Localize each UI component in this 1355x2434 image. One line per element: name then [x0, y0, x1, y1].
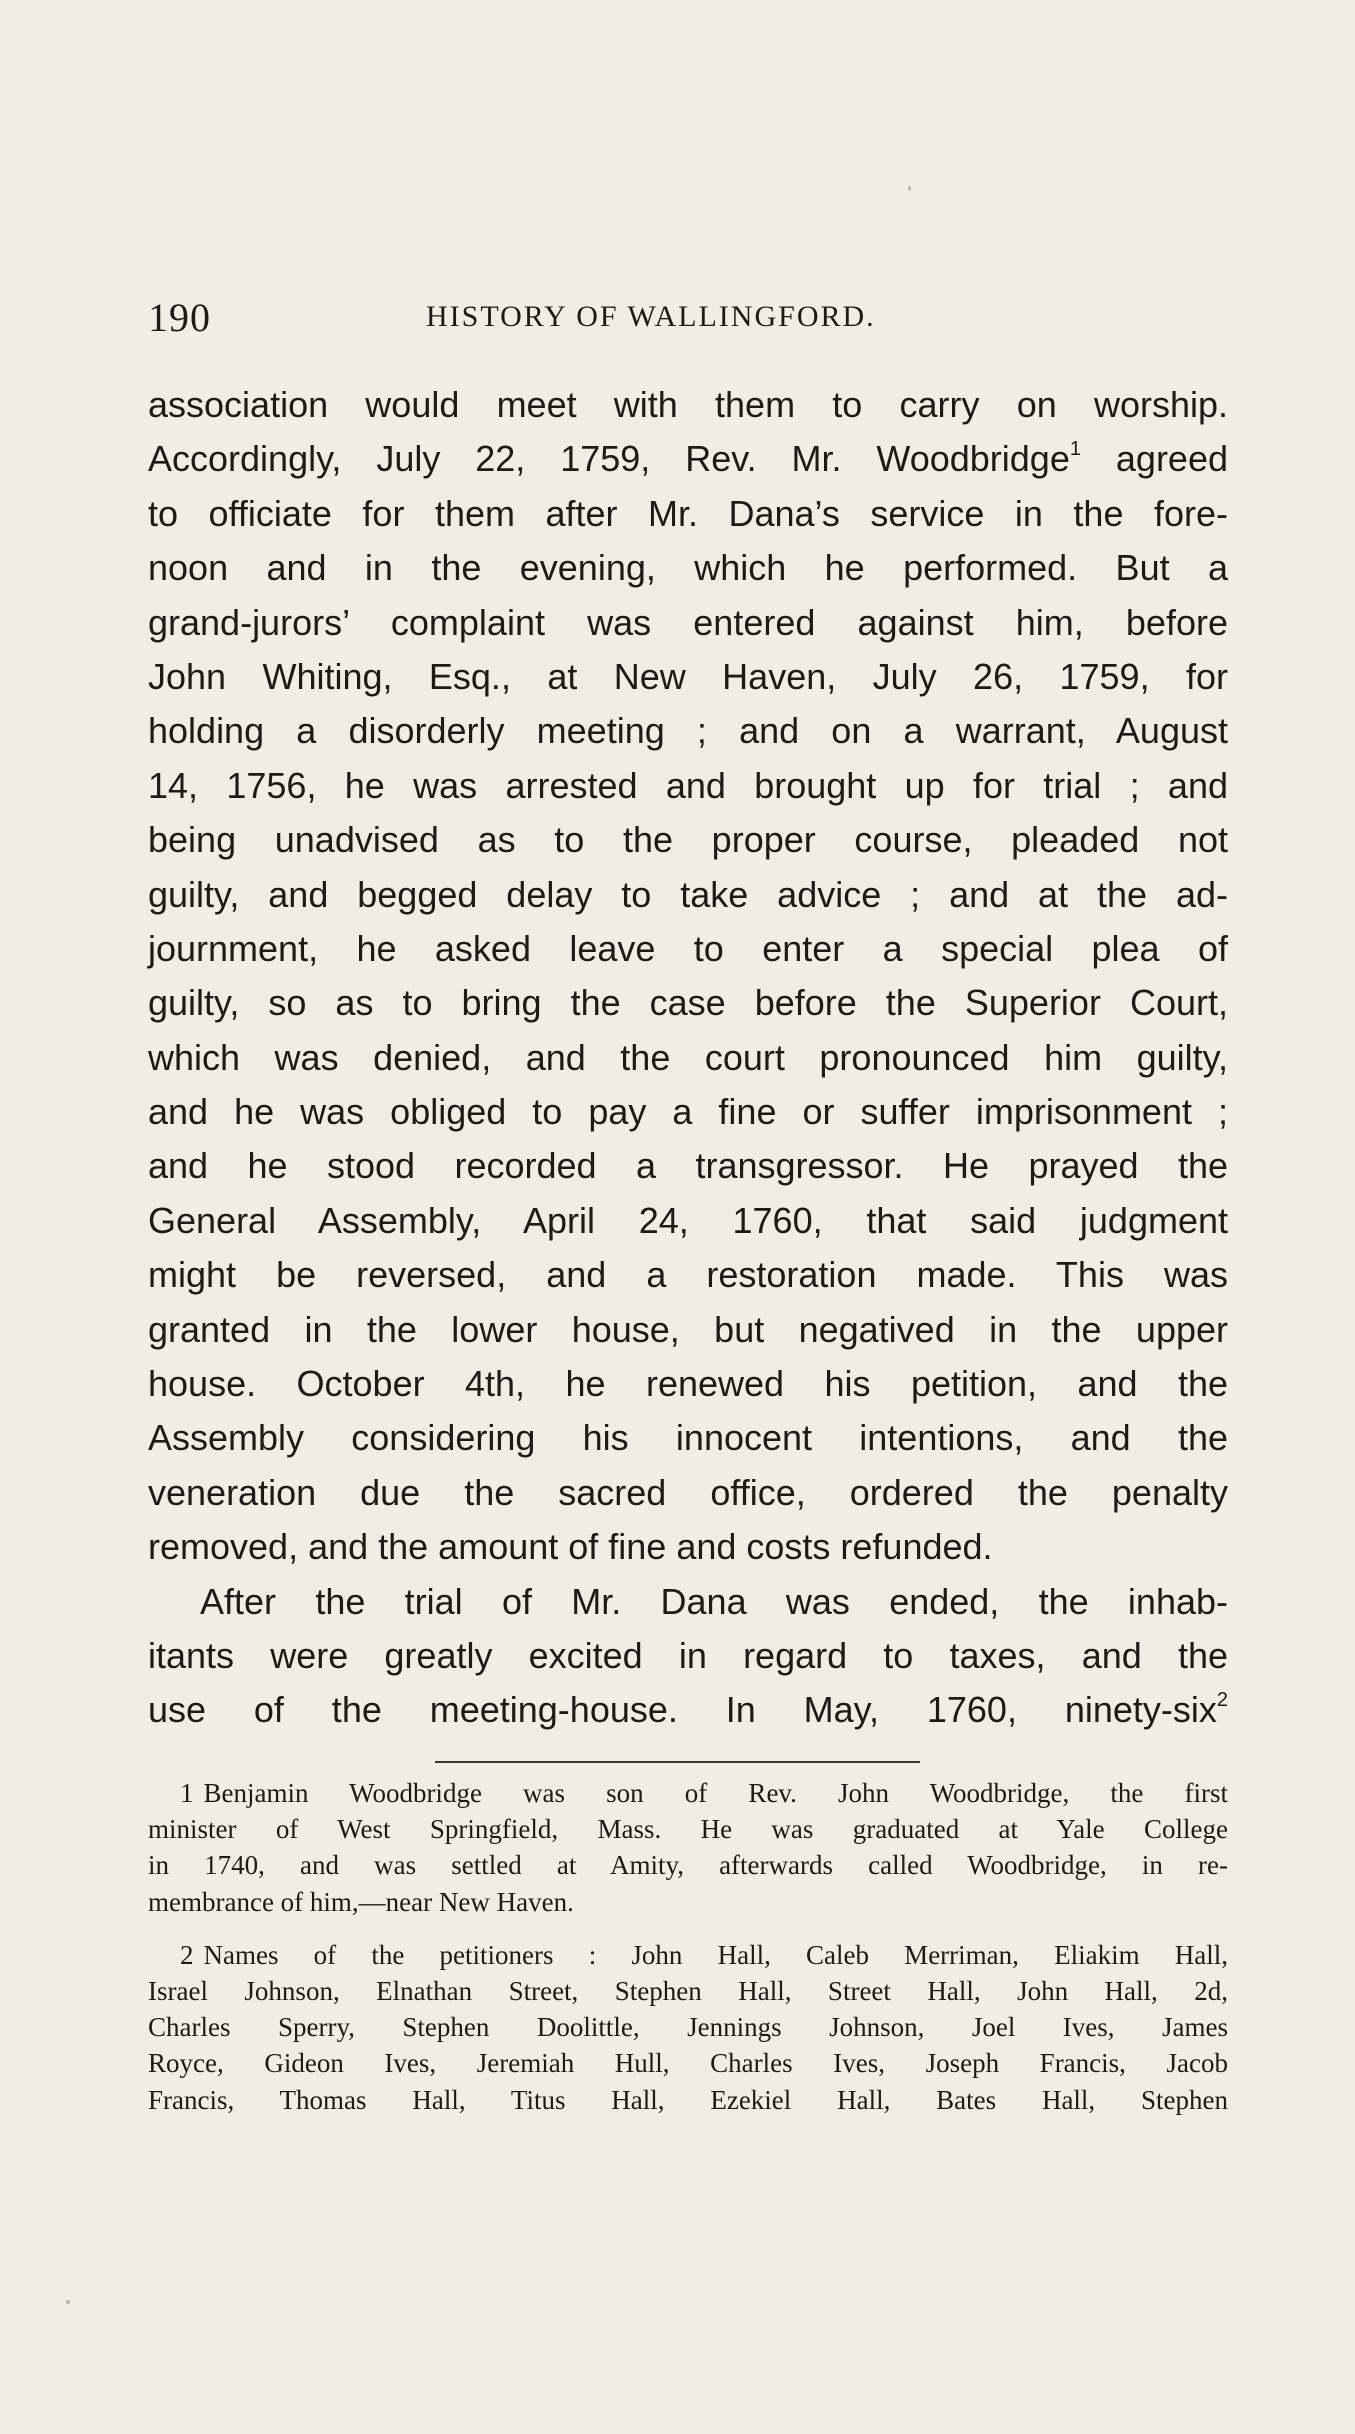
footnote-line: minister of West Springfield, Mass. He was graduated at Yale College [148, 1814, 1228, 1845]
page-number: 190 [148, 295, 211, 340]
paper-speck [908, 186, 911, 191]
running-head: HISTORY OF WALLINGFORD. [426, 300, 876, 333]
page-header [148, 290, 1228, 350]
footnote-line: Israel Johnson, Elnathan Street, Stephen Hall, Street Hall, John Hall, 2d, [148, 1975, 1228, 2006]
text-line: After the trial of Mr. Dana was ended, the inhab- [200, 1580, 1228, 1622]
footnotes [148, 1775, 1228, 2135]
footnote-line: Royce, Gideon Ives, Jeremiah Hull, Charles Ives, Joseph Francis, Jacob [148, 2048, 1228, 2079]
text-line: noon and in the evening, which he performed. But a [148, 547, 1228, 589]
text-line: General Assembly, April 24, 1760, that said judgment [148, 1199, 1228, 1241]
main-text [148, 378, 1228, 1738]
footnote-line: Charles Sperry, Stephen Doolittle, Jennings Johnson, Joel Ives, James [148, 2012, 1228, 2043]
text-line: to officiate for them after Mr. Dana’s service in the fore- [148, 492, 1228, 534]
text-line: which was denied, and the court pronounced him guilty, [148, 1036, 1228, 1078]
footnote-marker: 1 [180, 1778, 194, 1808]
text-line: removed, and the amount of fine and costs refunded. [148, 1526, 993, 1568]
text-line: holding a disorderly meeting ; and on a warrant, August [148, 710, 1228, 752]
footnote-1 [148, 1775, 1228, 1920]
text-line: house. October 4th, he renewed his petition, and the [148, 1363, 1228, 1405]
text-line: journment, he asked leave to enter a special plea of [148, 927, 1228, 969]
text-line: guilty, and begged delay to take advice ; and at the ad- [148, 873, 1228, 915]
text-line: and he stood recorded a transgressor. He prayed the [148, 1145, 1228, 1187]
footnote-reference: 2 [1216, 1689, 1228, 1712]
footnote-line: Francis, Thomas Hall, Titus Hall, Ezekiel Hall, Bates Hall, Stephen [148, 2084, 1228, 2115]
footnote-line [148, 1775, 1228, 1811]
footnote-line: membrance of him,—near New Haven. [148, 1886, 574, 1917]
text-line: might be reversed, and a restoration made. This was [148, 1254, 1228, 1296]
text-line: and he was obliged to pay a fine or suffer imprisonment ; [148, 1091, 1228, 1133]
footnote-line: in 1740, and was settled at Amity, afterwards called Woodbridge, in re- [148, 1850, 1228, 1881]
text-line: being unadvised as to the proper course, pleaded not [148, 819, 1228, 861]
text-line-segment: use of the meeting-house. In May, 1760, ninety-six [148, 1689, 1217, 1731]
footnote-2 [148, 1937, 1228, 2118]
footnote-reference: 1 [1069, 438, 1081, 461]
text-line: guilty, so as to bring the case before the Superior Court, [148, 982, 1228, 1024]
text-line [148, 432, 1228, 486]
text-line: Assembly considering his innocent intentions, and the [148, 1417, 1228, 1459]
footnote-divider [435, 1761, 920, 1763]
paper-speck [66, 2300, 70, 2304]
text-line: John Whiting, Esq., at New Haven, July 26, 1759, for [148, 655, 1228, 697]
text-line [148, 1683, 1228, 1737]
text-line: association would meet with them to carry on worship. [148, 384, 1228, 425]
text-line: granted in the lower house, but negatived in the upper [148, 1308, 1228, 1350]
text-line: itants were greatly excited in regard to taxes, and the [148, 1634, 1228, 1676]
text-line-segment: agreed [1080, 438, 1228, 480]
text-line-segment: Accordingly, July 22, 1759, Rev. Mr. Woodbridge [148, 438, 1070, 480]
text-line: grand-jurors’ complaint was entered against him, before [148, 601, 1228, 643]
footnote-marker: 2 [180, 1939, 194, 1970]
footnote-line-text: Benjamin Woodbridge was son of Rev. John Woodbridge, the first [203, 1778, 1228, 1808]
footnote-line-text: Names of the petitioners : John Hall, Caleb Merriman, Eliakim Hall, [203, 1939, 1228, 1970]
footnote-line [148, 1937, 1228, 1973]
text-line: 14, 1756, he was arrested and brought up for trial ; and [148, 764, 1228, 806]
text-line: veneration due the sacred office, ordered the penalty [148, 1471, 1228, 1513]
